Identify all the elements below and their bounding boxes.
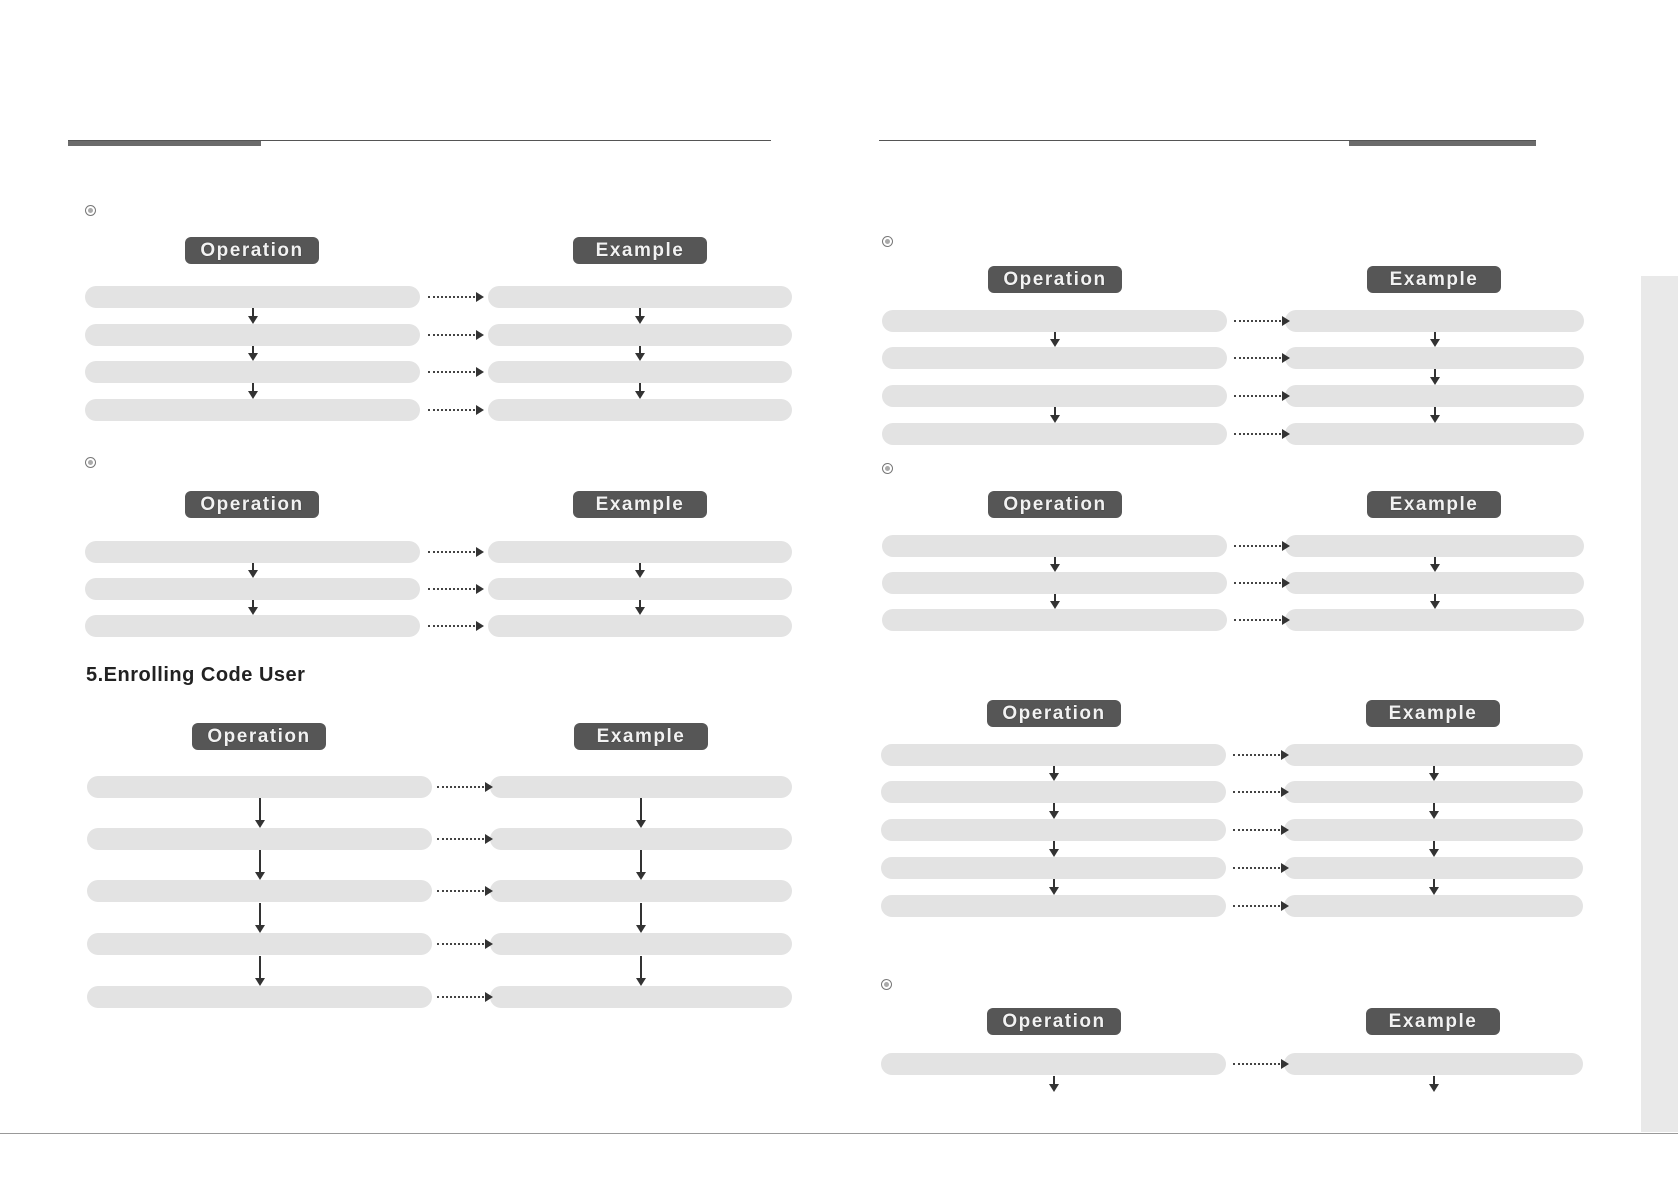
example-step [1284, 1053, 1583, 1075]
operation-step [882, 609, 1227, 631]
down-arrow-icon [255, 850, 265, 880]
dotted-right-arrow-icon [437, 886, 493, 896]
dotted-right-arrow-icon [437, 939, 493, 949]
example-step [1284, 744, 1583, 766]
dotted-right-arrow-icon [437, 834, 493, 844]
down-arrow-icon [1049, 879, 1059, 895]
down-arrow-icon [636, 956, 646, 986]
operation-step [87, 933, 432, 955]
example-step [1284, 895, 1583, 917]
section-5-heading: 5.Enrolling Code User [86, 664, 306, 686]
operation-step [85, 361, 420, 383]
down-arrow-icon [1429, 841, 1439, 857]
operation-step [87, 986, 432, 1008]
example-step [1285, 572, 1584, 594]
down-arrow-icon [248, 383, 258, 399]
example-step [490, 880, 792, 902]
dotted-right-arrow-icon [1233, 1059, 1289, 1069]
down-arrow-icon [636, 850, 646, 880]
operation-step [87, 776, 432, 798]
down-arrow-icon [1049, 803, 1059, 819]
dotted-right-arrow-icon [428, 547, 484, 557]
example-step [1285, 347, 1584, 369]
operation-badge: Operation [192, 723, 326, 750]
dotted-right-arrow-icon [1234, 429, 1290, 439]
example-badge: Example [574, 723, 708, 750]
example-step [1285, 423, 1584, 445]
example-badge: Example [573, 491, 707, 518]
dotted-right-arrow-icon [1233, 863, 1289, 873]
dotted-right-arrow-icon [437, 992, 493, 1002]
operation-step [87, 880, 432, 902]
example-step [490, 776, 792, 798]
operation-step [882, 310, 1227, 332]
down-arrow-icon [1049, 1076, 1059, 1092]
down-arrow-icon [248, 600, 258, 615]
dotted-right-arrow-icon [1234, 316, 1290, 326]
dotted-right-arrow-icon [428, 621, 484, 631]
bottom-rule [0, 1133, 1678, 1134]
operation-step [85, 399, 420, 421]
down-arrow-icon [635, 600, 645, 615]
operation-step [87, 828, 432, 850]
dotted-right-arrow-icon [1233, 901, 1289, 911]
dotted-right-arrow-icon [1234, 541, 1290, 551]
bullet-circle-icon [882, 463, 893, 474]
operation-step [881, 744, 1226, 766]
down-arrow-icon [1049, 766, 1059, 781]
operation-step [881, 819, 1226, 841]
operation-step [881, 895, 1226, 917]
down-arrow-icon [1050, 332, 1060, 347]
down-arrow-icon [248, 308, 258, 324]
operation-step [881, 857, 1226, 879]
operation-step [881, 781, 1226, 803]
down-arrow-icon [255, 798, 265, 828]
bullet-circle-icon [882, 236, 893, 247]
operation-step [881, 1053, 1226, 1075]
dotted-right-arrow-icon [1234, 578, 1290, 588]
dotted-right-arrow-icon [1234, 615, 1290, 625]
bullet-circle-icon [85, 457, 96, 468]
operation-step [85, 324, 420, 346]
example-step [488, 578, 792, 600]
down-arrow-icon [1430, 407, 1440, 423]
dotted-right-arrow-icon [428, 584, 484, 594]
dotted-right-arrow-icon [1233, 825, 1289, 835]
bullet-circle-icon [85, 205, 96, 216]
down-arrow-icon [1429, 1076, 1439, 1092]
bullet-circle-icon [881, 979, 892, 990]
dotted-right-arrow-icon [1234, 391, 1290, 401]
left-header-accent [68, 141, 261, 146]
example-step [490, 933, 792, 955]
down-arrow-icon [248, 563, 258, 578]
dotted-right-arrow-icon [428, 367, 484, 377]
example-step [490, 828, 792, 850]
down-arrow-icon [635, 383, 645, 399]
dotted-right-arrow-icon [1233, 750, 1289, 760]
down-arrow-icon [1050, 557, 1060, 572]
down-arrow-icon [635, 308, 645, 324]
operation-step [882, 423, 1227, 445]
down-arrow-icon [1430, 594, 1440, 609]
dotted-right-arrow-icon [1234, 353, 1290, 363]
operation-step [882, 572, 1227, 594]
down-arrow-icon [248, 346, 258, 361]
operation-badge: Operation [185, 491, 319, 518]
side-tab [1641, 276, 1678, 1132]
down-arrow-icon [1430, 369, 1440, 385]
example-step [488, 399, 792, 421]
example-step [1285, 609, 1584, 631]
example-step [1285, 385, 1584, 407]
operation-badge: Operation [988, 491, 1122, 518]
down-arrow-icon [1429, 766, 1439, 781]
dotted-right-arrow-icon [428, 330, 484, 340]
operation-step [882, 347, 1227, 369]
down-arrow-icon [636, 798, 646, 828]
example-step [488, 361, 792, 383]
operation-badge: Operation [987, 1008, 1121, 1035]
example-badge: Example [573, 237, 707, 264]
example-badge: Example [1367, 491, 1501, 518]
operation-step [85, 615, 420, 637]
operation-step [85, 541, 420, 563]
down-arrow-icon [1430, 557, 1440, 572]
dotted-right-arrow-icon [428, 292, 484, 302]
down-arrow-icon [1430, 332, 1440, 347]
example-step [490, 986, 792, 1008]
down-arrow-icon [255, 956, 265, 986]
example-step [1285, 535, 1584, 557]
down-arrow-icon [1050, 594, 1060, 609]
example-badge: Example [1366, 700, 1500, 727]
dotted-right-arrow-icon [437, 782, 493, 792]
operation-step [85, 286, 420, 308]
example-step [488, 615, 792, 637]
operation-badge: Operation [988, 266, 1122, 293]
example-badge: Example [1367, 266, 1501, 293]
down-arrow-icon [635, 346, 645, 361]
down-arrow-icon [1429, 879, 1439, 895]
example-badge: Example [1366, 1008, 1500, 1035]
example-step [1284, 819, 1583, 841]
example-step [488, 324, 792, 346]
example-step [1284, 781, 1583, 803]
operation-step [85, 578, 420, 600]
example-step [488, 286, 792, 308]
dotted-right-arrow-icon [428, 405, 484, 415]
down-arrow-icon [1429, 803, 1439, 819]
down-arrow-icon [636, 903, 646, 933]
operation-badge: Operation [987, 700, 1121, 727]
example-step [1285, 310, 1584, 332]
operation-step [882, 385, 1227, 407]
right-header-accent [1349, 141, 1536, 146]
down-arrow-icon [1049, 841, 1059, 857]
down-arrow-icon [635, 563, 645, 578]
down-arrow-icon [1050, 407, 1060, 423]
operation-step [882, 535, 1227, 557]
example-step [1284, 857, 1583, 879]
dotted-right-arrow-icon [1233, 787, 1289, 797]
example-step [488, 541, 792, 563]
down-arrow-icon [255, 903, 265, 933]
operation-badge: Operation [185, 237, 319, 264]
